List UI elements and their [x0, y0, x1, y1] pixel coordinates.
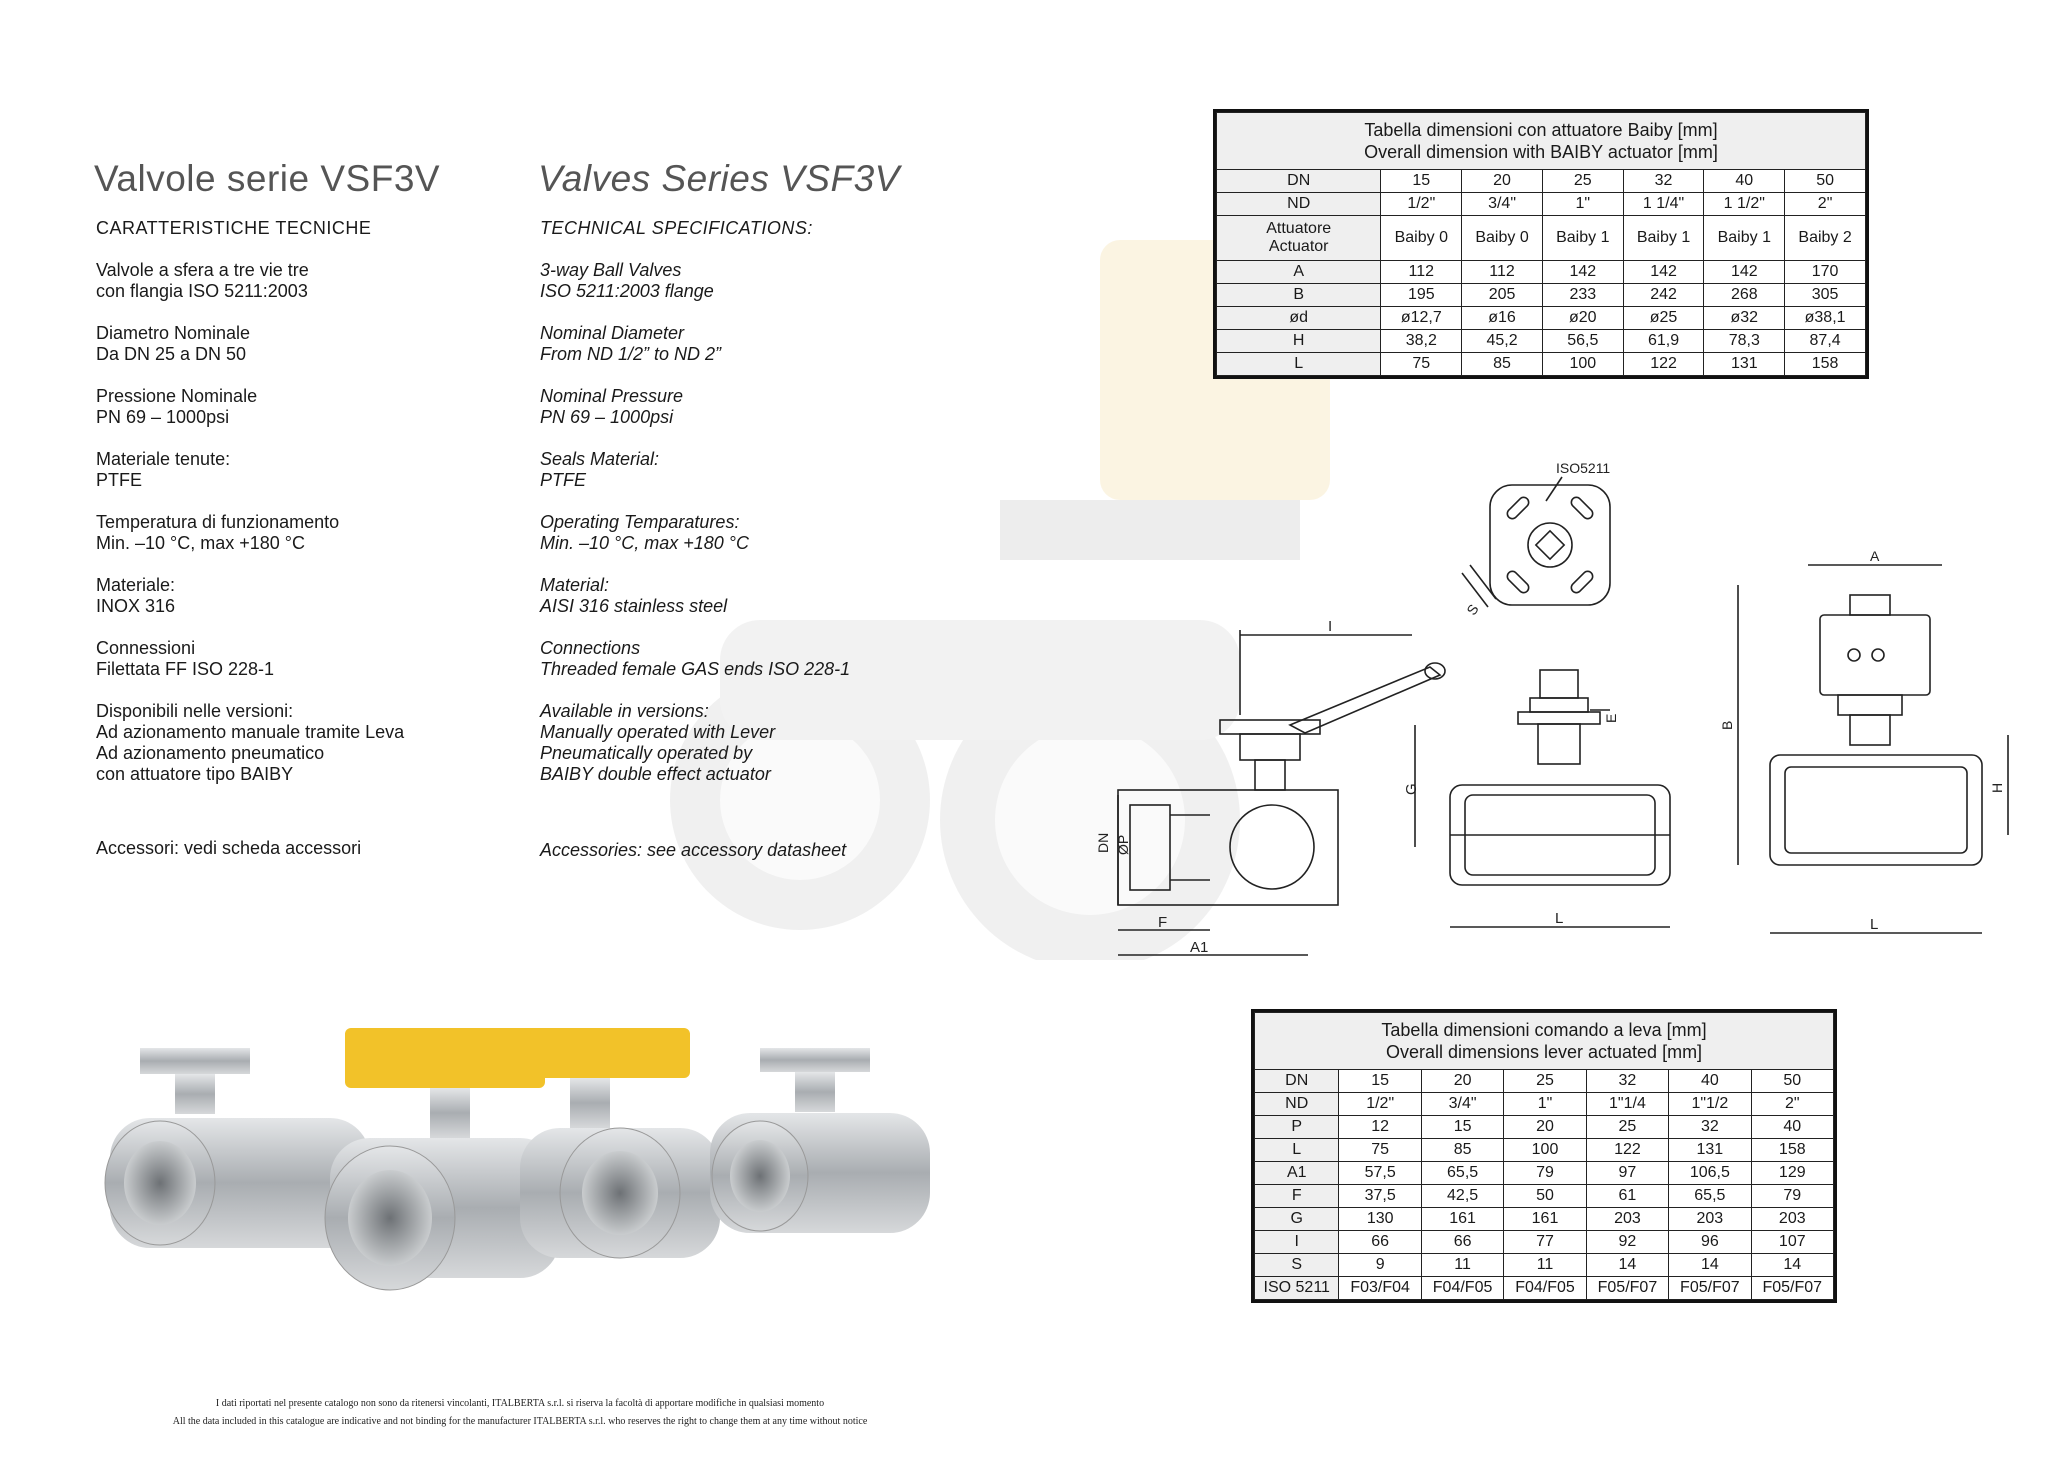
- table-cell: 32: [1623, 170, 1704, 193]
- table-cell: ø16: [1462, 307, 1543, 330]
- spec-line: [96, 302, 404, 323]
- table-cell: 61: [1586, 1185, 1668, 1208]
- spec-line: Ad azionamento manuale tramite Leva: [96, 722, 405, 742]
- spec-line: con attuatore tipo BAIBY: [96, 764, 294, 784]
- table-row: [1255, 1070, 1834, 1093]
- table-row: [1217, 193, 1866, 216]
- spec-line: Min. –10 °C, max +180 °C: [96, 533, 305, 553]
- spec-line: Valvole a sfera a tre vie tre: [96, 260, 309, 280]
- spec-line: AISI 316 stainless steel: [540, 596, 728, 616]
- table-cell: 85: [1462, 353, 1543, 376]
- table-cell: 65,5: [1421, 1162, 1503, 1185]
- table-cell: ø32: [1704, 307, 1785, 330]
- table-row: [1255, 1208, 1834, 1231]
- table-cell: 3/4": [1462, 193, 1543, 216]
- table-cell: 1 1/4": [1623, 193, 1704, 216]
- spec-line: INOX 316: [96, 596, 176, 616]
- footer-disclaimer-english: All the data included in this catalogue are indicative and not binding for the manufacturer ITALBERTA s.r.l. who reserves the right to change them at any time without notice: [172, 1416, 868, 1427]
- cell-line: Actuator: [1268, 238, 1329, 255]
- table-cell: 112: [1462, 261, 1543, 284]
- table-row: [1255, 1254, 1834, 1277]
- table-cell: 25: [1586, 1116, 1668, 1139]
- lever-valve-side-drawing: [1450, 670, 1670, 927]
- table-cell: 107: [1751, 1231, 1833, 1254]
- table-cell: F05/F07: [1586, 1277, 1668, 1300]
- row-header-cell: DN: [1255, 1070, 1339, 1093]
- spec-line: [540, 428, 850, 449]
- spec-line: [96, 428, 404, 449]
- spec-line: BAIBY double effect actuator: [540, 764, 771, 784]
- table-cell: 11: [1421, 1254, 1503, 1277]
- spec-line: Operating Temparatures:: [540, 512, 740, 532]
- table-cell: 305: [1785, 284, 1866, 307]
- table-cell: 40: [1751, 1116, 1833, 1139]
- table-cell: 242: [1623, 284, 1704, 307]
- table-cell: 142: [1542, 261, 1623, 284]
- table-cell: 100: [1504, 1139, 1586, 1162]
- table-cell: 205: [1462, 284, 1543, 307]
- table-cell: 112: [1381, 261, 1462, 284]
- spec-line: Manually operated with Lever: [540, 722, 776, 742]
- table-cell: 1/2": [1339, 1093, 1421, 1116]
- title-english: Valves Series VSF3V: [538, 158, 900, 199]
- technical-drawings: [1090, 455, 2010, 975]
- table-cell: 233: [1542, 284, 1623, 307]
- row-header-cell: G: [1255, 1208, 1339, 1231]
- table-cell: F05/F07: [1751, 1277, 1833, 1300]
- spec-line: From ND 1/2” to ND 2”: [540, 344, 722, 364]
- table-cell: Baiby 1: [1704, 216, 1785, 261]
- cell-line: Attuatore: [1266, 220, 1332, 237]
- spec-line: Material:: [540, 575, 610, 595]
- iso-flange-drawing: [1462, 460, 1610, 618]
- specs-english: [540, 218, 850, 785]
- table-cell: 37,5: [1339, 1185, 1421, 1208]
- label-f: F: [1158, 914, 1168, 931]
- table-cell: 79: [1504, 1162, 1586, 1185]
- spec-line: PN 69 – 1000psi: [96, 407, 230, 427]
- row-header-cell: A1: [1255, 1162, 1339, 1185]
- table-cell: ø12,7: [1381, 307, 1462, 330]
- spec-line: Seals Material:: [540, 449, 660, 469]
- table-cell: 56,5: [1542, 330, 1623, 353]
- table-cell: 75: [1381, 353, 1462, 376]
- table-cell: 203: [1751, 1208, 1833, 1231]
- row-header-cell: L: [1217, 353, 1381, 376]
- table-cell: 65,5: [1669, 1185, 1751, 1208]
- table-cell: 142: [1704, 261, 1785, 284]
- row-header-cell: H: [1217, 330, 1381, 353]
- table-cell: 20: [1462, 170, 1543, 193]
- spec-line: Min. –10 °C, max +180 °C: [540, 533, 749, 553]
- table-row: [1255, 1185, 1834, 1208]
- row-header-cell: P: [1255, 1116, 1339, 1139]
- table-cell: 14: [1751, 1254, 1833, 1277]
- spec-line: [96, 554, 404, 575]
- table-row: [1255, 1231, 1834, 1254]
- table-cell: Baiby 2: [1785, 216, 1866, 261]
- table-cell: 45,2: [1462, 330, 1543, 353]
- table-cell: 15: [1339, 1070, 1421, 1093]
- label-e: E: [1603, 713, 1619, 723]
- table-cell: 12: [1339, 1116, 1421, 1139]
- table-cell: 32: [1669, 1116, 1751, 1139]
- table-cell: 25: [1542, 170, 1623, 193]
- table-cell: 78,3: [1704, 330, 1785, 353]
- spec-line: Filettata FF ISO 228-1: [96, 659, 275, 679]
- label-b: B: [1719, 720, 1735, 730]
- table-cell: F04/F05: [1421, 1277, 1503, 1300]
- spec-line: con flangia ISO 5211:2003: [96, 281, 308, 301]
- table-cell: 170: [1785, 261, 1866, 284]
- spec-line: Da DN 25 a DN 50: [96, 344, 247, 364]
- table-cell: 203: [1586, 1208, 1668, 1231]
- row-header-cell: [1217, 216, 1381, 261]
- table-cell: 79: [1751, 1185, 1833, 1208]
- table-cell: 122: [1623, 353, 1704, 376]
- label-s: S: [1463, 601, 1482, 618]
- table-cell: 20: [1504, 1116, 1586, 1139]
- valve-photo-3: [520, 1028, 720, 1258]
- spec-line: Diametro Nominale: [96, 323, 251, 343]
- table-cell: ø20: [1542, 307, 1623, 330]
- table-row: [1255, 1139, 1834, 1162]
- table-cell: 40: [1704, 170, 1785, 193]
- table-cell: 122: [1586, 1139, 1668, 1162]
- table-row: [1255, 1277, 1834, 1300]
- table-cell: 130: [1339, 1208, 1421, 1231]
- row-header-cell: I: [1255, 1231, 1339, 1254]
- label-a: A: [1870, 548, 1880, 564]
- spec-line: [540, 491, 850, 512]
- table-cell: 2": [1785, 193, 1866, 216]
- title-italian: Valvole serie VSF3V: [94, 158, 441, 199]
- table-cell: 15: [1381, 170, 1462, 193]
- footer-disclaimer-italian: I dati riportati nel presente catalogo non sono da ritenersi vincolanti, ITALBERTA s.r.l. si riserva la facoltà di apportare modifiche in qualsiasi momento: [215, 1398, 825, 1409]
- table-cell: 57,5: [1339, 1162, 1421, 1185]
- label-i: I: [1328, 618, 1333, 635]
- spec-line: Pressione Nominale: [96, 386, 258, 406]
- spec-line: Materiale tenute:: [96, 449, 231, 469]
- spec-line: [540, 554, 850, 575]
- valve-photo-4: [710, 1048, 930, 1233]
- spec-line: [540, 617, 850, 638]
- table-cell: F05/F07: [1669, 1277, 1751, 1300]
- table-cell: 14: [1586, 1254, 1668, 1277]
- table-row: [1255, 1162, 1834, 1185]
- table-cell: 61,9: [1623, 330, 1704, 353]
- actuator-valve-drawing: [1719, 548, 2008, 933]
- table-cell: 85: [1421, 1139, 1503, 1162]
- table-cell: 20: [1421, 1070, 1503, 1093]
- table-cell: 97: [1586, 1162, 1668, 1185]
- spec-line: Ad azionamento pneumatico: [96, 743, 325, 763]
- label-dn: DN: [1095, 832, 1111, 853]
- row-header-cell: ND: [1255, 1093, 1339, 1116]
- table-cell: Baiby 1: [1542, 216, 1623, 261]
- spec-line: PN 69 – 1000psi: [540, 407, 674, 427]
- table-cell: 40: [1669, 1070, 1751, 1093]
- label-iso5211: ISO5211: [1556, 460, 1611, 476]
- spec-line: Temperatura di funzionamento: [96, 512, 340, 532]
- table-row: [1255, 1093, 1834, 1116]
- table-cell: 50: [1751, 1070, 1833, 1093]
- label-l1: L: [1555, 910, 1564, 927]
- table-cell: 268: [1704, 284, 1785, 307]
- table-cell: 1"1/2: [1669, 1093, 1751, 1116]
- table-cell: 96: [1669, 1231, 1751, 1254]
- table-lever-caption: Tabella dimensioni comando a leva [mm] Overall dimensions lever actuated [mm]: [1255, 1013, 1834, 1070]
- row-header-cell: S: [1255, 1254, 1339, 1277]
- spec-line: [96, 617, 404, 638]
- row-header-cell: ISO 5211: [1255, 1277, 1339, 1300]
- table-cell: Baiby 0: [1381, 216, 1462, 261]
- spec-line: Nominal Diameter: [540, 323, 685, 343]
- spec-line: [96, 365, 404, 386]
- table-cell: 32: [1586, 1070, 1668, 1093]
- table-cell: 50: [1504, 1185, 1586, 1208]
- table-cell: 14: [1669, 1254, 1751, 1277]
- spec-line: Disponibili nelle versioni:: [96, 701, 294, 721]
- table-lever-dimensions: [1254, 1012, 1834, 1300]
- table-cell: 3/4": [1421, 1093, 1503, 1116]
- table-cell: 42,5: [1421, 1185, 1503, 1208]
- table-cell: 66: [1339, 1231, 1421, 1254]
- spec-line: Nominal Pressure: [540, 386, 684, 406]
- spec-line: ISO 5211:2003 flange: [540, 281, 714, 301]
- table-cell: 100: [1542, 353, 1623, 376]
- spec-line: PTFE: [540, 470, 587, 490]
- spec-line: 3-way Ball Valves: [540, 260, 682, 280]
- table-cell: F04/F05: [1504, 1277, 1586, 1300]
- spec-line: Materiale:: [96, 575, 176, 595]
- table-row: [1217, 170, 1866, 193]
- product-photo: [100, 1028, 940, 1298]
- table-cell: 142: [1623, 261, 1704, 284]
- row-header-cell: ND: [1217, 193, 1381, 216]
- table-row: [1217, 330, 1866, 353]
- spec-line: [540, 680, 850, 701]
- label-l2: L: [1870, 916, 1879, 933]
- row-header-cell: L: [1255, 1139, 1339, 1162]
- table-cell: 1"1/4: [1586, 1093, 1668, 1116]
- spec-line: Connections: [540, 638, 641, 658]
- table-cell: 15: [1421, 1116, 1503, 1139]
- table-cell: 158: [1785, 353, 1866, 376]
- row-header-cell: A: [1217, 261, 1381, 284]
- heading-italian: CARATTERISTICHE TECNICHE: [96, 218, 372, 238]
- lever-valve-drawing: [1095, 618, 1445, 956]
- accessories-italian: Accessori: vedi scheda accessori: [96, 838, 362, 858]
- table-row: [1217, 353, 1866, 376]
- table-cell: 2": [1751, 1093, 1833, 1116]
- table-cell: 87,4: [1785, 330, 1866, 353]
- spec-line: [96, 680, 404, 701]
- table-row: [1217, 216, 1866, 261]
- row-header-cell: B: [1217, 284, 1381, 307]
- spec-line: [540, 365, 850, 386]
- row-header-cell: F: [1255, 1185, 1339, 1208]
- label-a1: A1: [1190, 939, 1209, 956]
- table-row: [1217, 261, 1866, 284]
- table-cell: ø38,1: [1785, 307, 1866, 330]
- table-cell: 161: [1504, 1208, 1586, 1231]
- table-cell: 131: [1669, 1139, 1751, 1162]
- table-cell: 161: [1421, 1208, 1503, 1231]
- spec-line: PTFE: [96, 470, 143, 490]
- table-cell: Baiby 1: [1623, 216, 1704, 261]
- spec-line: [540, 302, 850, 323]
- specs-italian: [96, 218, 404, 785]
- table-cell: 195: [1381, 284, 1462, 307]
- label-g: G: [1403, 783, 1420, 795]
- table-cell: Baiby 0: [1462, 216, 1543, 261]
- table-cell: 1 1/2": [1704, 193, 1785, 216]
- table-cell: ø25: [1623, 307, 1704, 330]
- table-cell: 66: [1421, 1231, 1503, 1254]
- table-row: [1217, 307, 1866, 330]
- table-cell: 75: [1339, 1139, 1421, 1162]
- accessories-english: Accessories: see accessory datasheet: [540, 840, 847, 860]
- table-row: [1255, 1116, 1834, 1139]
- table-cell: F03/F04: [1339, 1277, 1421, 1300]
- spec-line: Connessioni: [96, 638, 196, 658]
- label-p: ØP: [1115, 834, 1131, 855]
- table-cell: 158: [1751, 1139, 1833, 1162]
- table-cell: 38,2: [1381, 330, 1462, 353]
- row-header-cell: ød: [1217, 307, 1381, 330]
- table-cell: 77: [1504, 1231, 1586, 1254]
- table-cell: 92: [1586, 1231, 1668, 1254]
- table-cell: 11: [1504, 1254, 1586, 1277]
- spec-line: Available in versions:: [540, 701, 709, 721]
- table-baiby-caption: Tabella dimensioni con attuatore Baiby [mm] Overall dimension with BAIBY actuator [mm]: [1217, 113, 1866, 170]
- table-cell: 1": [1542, 193, 1623, 216]
- row-header-cell: DN: [1217, 170, 1381, 193]
- spec-line: [96, 491, 404, 512]
- table-cell: 1": [1504, 1093, 1586, 1116]
- table-row: [1217, 284, 1866, 307]
- table-cell: 50: [1785, 170, 1866, 193]
- table-cell: 203: [1669, 1208, 1751, 1231]
- table-cell: 131: [1704, 353, 1785, 376]
- table-cell: 25: [1504, 1070, 1586, 1093]
- table-cell: 1/2": [1381, 193, 1462, 216]
- table-cell: 106,5: [1669, 1162, 1751, 1185]
- label-h: H: [1989, 782, 2005, 793]
- table-cell: 9: [1339, 1254, 1421, 1277]
- spec-line: Threaded female GAS ends ISO 228-1: [540, 659, 851, 679]
- table-baiby-dimensions: [1216, 112, 1866, 376]
- table-cell: 129: [1751, 1162, 1833, 1185]
- spec-line: Pneumatically operated by: [540, 743, 753, 763]
- heading-english: TECHNICAL SPECIFICATIONS:: [540, 218, 813, 238]
